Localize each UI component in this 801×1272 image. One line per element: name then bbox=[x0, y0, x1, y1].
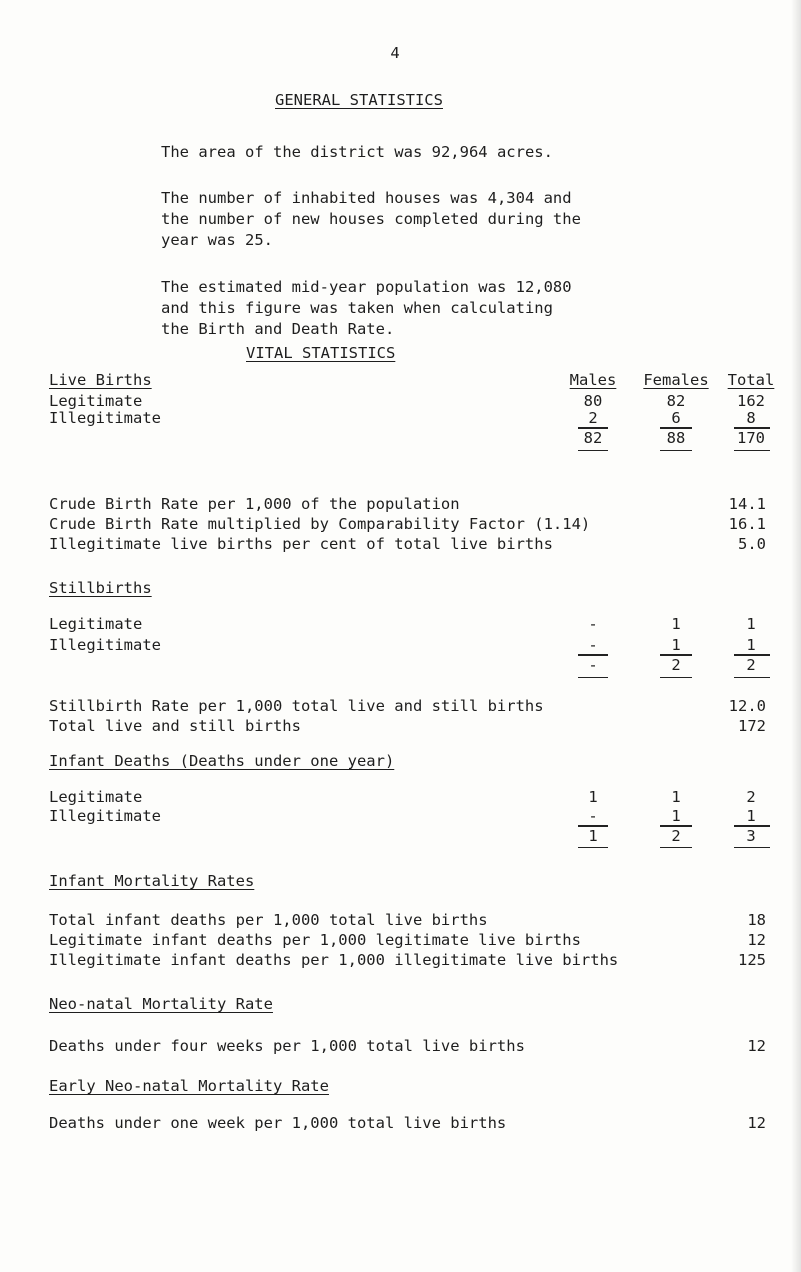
neo-natal-label: Deaths under four weeks per 1,000 total live births bbox=[49, 1037, 525, 1055]
live-births-cell: 2 bbox=[588, 409, 598, 427]
live-births-cell: 6 bbox=[671, 409, 681, 427]
total-rule bbox=[660, 677, 692, 678]
infant-mortality-value: 18 bbox=[747, 911, 766, 929]
live-births-title: Live Births bbox=[49, 371, 152, 389]
general-statistics-heading: GENERAL STATISTICS bbox=[275, 91, 443, 109]
live-births-total-cell: 82 bbox=[583, 429, 603, 447]
total-rule bbox=[578, 847, 608, 848]
total-rule bbox=[578, 450, 608, 451]
column-header-females: Females bbox=[643, 371, 709, 389]
adjusted-birth-rate-value: 16.1 bbox=[728, 515, 766, 533]
population-text-line-1: The estimated mid-year population was 12,080 bbox=[161, 278, 572, 296]
stillbirth-rate-value: 12.0 bbox=[728, 697, 766, 715]
infant-deaths-total-cell: 1 bbox=[588, 827, 598, 845]
stillbirth-rate-label: Stillbirth Rate per 1,000 total live and still births bbox=[49, 697, 544, 715]
stillbirths-cell: 1 bbox=[671, 615, 681, 633]
infant-deaths-row-label: Illegitimate bbox=[49, 807, 161, 825]
houses-text-line-3: year was 25. bbox=[161, 231, 273, 249]
live-births-total-cell: 170 bbox=[737, 429, 765, 447]
stillbirths-total-cell: 2 bbox=[746, 656, 756, 674]
population-text-line-3: the Birth and Death Rate. bbox=[161, 320, 395, 338]
stillbirths-cell: 1 bbox=[746, 636, 756, 654]
illegitimate-percent-label: Illegitimate live births per cent of total live births bbox=[49, 535, 553, 553]
infant-mortality-label: Total infant deaths per 1,000 total live births bbox=[49, 911, 488, 929]
neo-natal-title: Neo-natal Mortality Rate bbox=[49, 995, 273, 1013]
early-neo-natal-label: Deaths under one week per 1,000 total live births bbox=[49, 1114, 507, 1132]
stillbirths-row-label: Legitimate bbox=[49, 615, 143, 633]
live-births-cell: 162 bbox=[737, 392, 765, 410]
crude-birth-rate-label: Crude Birth Rate per 1,000 of the population bbox=[49, 495, 460, 513]
total-rule bbox=[734, 450, 770, 451]
stillbirths-cell: 1 bbox=[746, 615, 756, 633]
infant-deaths-cell: 1 bbox=[671, 807, 681, 825]
infant-deaths-row-label: Legitimate bbox=[49, 788, 143, 806]
total-live-still-births-label: Total live and still births bbox=[49, 717, 301, 735]
vital-statistics-heading: VITAL STATISTICS bbox=[246, 344, 396, 362]
total-rule bbox=[734, 847, 770, 848]
column-header-total: Total bbox=[727, 371, 775, 389]
column-header-males: Males bbox=[569, 371, 617, 389]
live-births-cell: 8 bbox=[746, 409, 756, 427]
early-neo-natal-title: Early Neo-natal Mortality Rate bbox=[49, 1077, 329, 1095]
population-text-line-2: and this figure was taken when calculating bbox=[161, 299, 553, 317]
infant-deaths-cell: 1 bbox=[746, 807, 756, 825]
total-rule bbox=[578, 677, 608, 678]
infant-deaths-title: Infant Deaths (Deaths under one year) bbox=[49, 752, 395, 770]
total-live-still-births-value: 172 bbox=[738, 717, 766, 735]
houses-text-line-2: the number of new houses completed during the bbox=[161, 210, 581, 228]
adjusted-birth-rate-label: Crude Birth Rate multiplied by Comparability Factor (1.14) bbox=[49, 515, 591, 533]
area-text: The area of the district was 92,964 acres. bbox=[161, 143, 553, 161]
infant-mortality-label: Illegitimate infant deaths per 1,000 illegitimate live births bbox=[49, 951, 619, 969]
total-rule bbox=[734, 677, 770, 678]
infant-mortality-value: 12 bbox=[747, 931, 766, 949]
page-edge-shadow bbox=[791, 0, 801, 1272]
infant-mortality-label: Legitimate infant deaths per 1,000 legitimate live births bbox=[49, 931, 581, 949]
infant-deaths-cell: 1 bbox=[671, 788, 681, 806]
total-rule bbox=[660, 450, 692, 451]
infant-deaths-total-cell: 3 bbox=[746, 827, 756, 845]
page-number: 4 bbox=[390, 44, 400, 62]
infant-mortality-title: Infant Mortality Rates bbox=[49, 872, 255, 890]
houses-text-line-1: The number of inhabited houses was 4,304 and bbox=[161, 189, 572, 207]
stillbirths-cell: - bbox=[588, 636, 598, 654]
stillbirths-total-cell: - bbox=[588, 656, 598, 674]
early-neo-natal-value: 12 bbox=[747, 1114, 766, 1132]
stillbirths-row-label: Illegitimate bbox=[49, 636, 161, 654]
crude-birth-rate-value: 14.1 bbox=[728, 495, 766, 513]
neo-natal-value: 12 bbox=[747, 1037, 766, 1055]
infant-deaths-total-cell: 2 bbox=[671, 827, 681, 845]
infant-deaths-cell: - bbox=[588, 807, 598, 825]
infant-deaths-cell: 2 bbox=[746, 788, 756, 806]
live-births-cell: 82 bbox=[666, 392, 686, 410]
infant-deaths-cell: 1 bbox=[588, 788, 598, 806]
stillbirths-cell: - bbox=[588, 615, 598, 633]
total-rule bbox=[660, 847, 692, 848]
illegitimate-percent-value: 5.0 bbox=[738, 535, 766, 553]
stillbirths-title: Stillbirths bbox=[49, 579, 152, 597]
live-births-total-cell: 88 bbox=[666, 429, 686, 447]
stillbirths-total-cell: 2 bbox=[671, 656, 681, 674]
live-births-row-label: Illegitimate bbox=[49, 409, 161, 427]
stillbirths-cell: 1 bbox=[671, 636, 681, 654]
live-births-cell: 80 bbox=[583, 392, 603, 410]
infant-mortality-value: 125 bbox=[738, 951, 766, 969]
live-births-row-label: Legitimate bbox=[49, 392, 143, 410]
